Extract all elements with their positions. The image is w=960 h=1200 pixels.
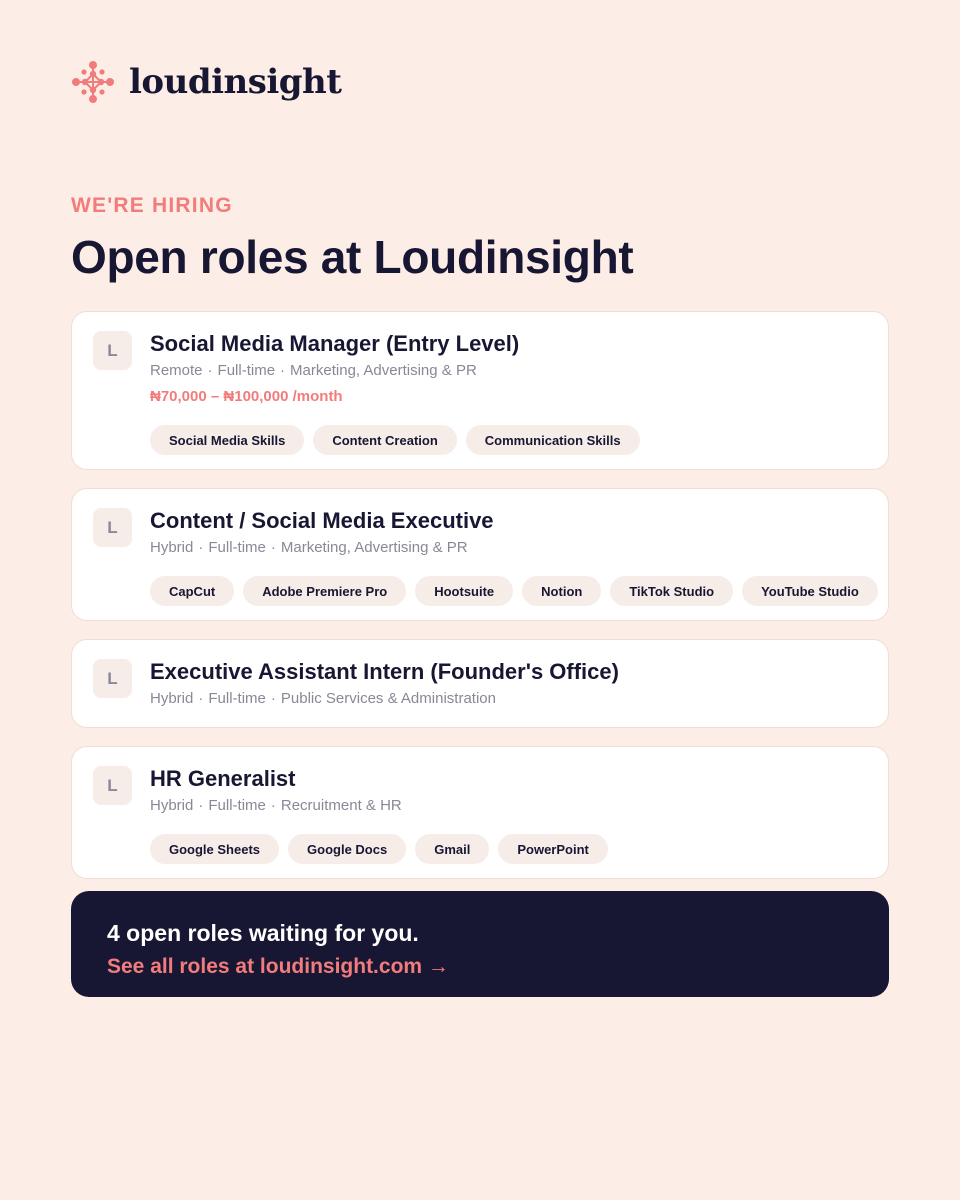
roles-list: [71, 311, 889, 897]
role-card[interactable]: [71, 311, 889, 470]
separator-dot: ·: [270, 797, 276, 814]
avatar: L: [93, 508, 132, 547]
skill-tag: Google Sheets: [150, 834, 279, 864]
avatar: L: [93, 659, 132, 698]
separator-dot: ·: [270, 690, 276, 707]
skill-tag: Google Docs: [288, 834, 406, 864]
role-salary: ₦70,000 – ₦100,000 /month: [150, 388, 343, 405]
role-title[interactable]: HR Generalist: [150, 766, 296, 791]
separator-dot: ·: [198, 539, 204, 556]
role-meta: [150, 361, 866, 381]
role-category: Public Services & Administration: [280, 690, 496, 707]
skill-tag: Content Creation: [313, 425, 456, 455]
skill-tags: [150, 576, 866, 606]
see-all-roles-link[interactable]: See all roles at loudinsight.com →: [107, 955, 449, 978]
avatar: L: [93, 766, 132, 805]
role-category: Recruitment & HR: [280, 797, 402, 814]
role-title[interactable]: Social Media Manager (Entry Level): [150, 331, 520, 356]
role-meta: [150, 689, 866, 709]
skill-tag: YouTube Studio: [742, 576, 878, 606]
separator-dot: ·: [270, 539, 276, 556]
role-type: Full-time: [208, 797, 266, 814]
role-meta: [150, 796, 866, 816]
separator-dot: ·: [198, 797, 204, 814]
role-category: Marketing, Advertising & PR: [280, 539, 468, 556]
skill-tag: PowerPoint: [498, 834, 608, 864]
separator-dot: ·: [207, 362, 213, 379]
role-card[interactable]: [71, 639, 889, 728]
role-card[interactable]: [71, 746, 889, 879]
skill-tags: [150, 834, 866, 864]
role-meta: [150, 538, 866, 558]
avatar: L: [93, 331, 132, 370]
cta-banner: [71, 891, 889, 997]
role-location: Hybrid: [150, 690, 194, 707]
skill-tag: Notion: [522, 576, 601, 606]
skill-tag: Adobe Premiere Pro: [243, 576, 406, 606]
eyebrow-label: WE'RE HIRING: [71, 194, 233, 217]
role-title[interactable]: Executive Assistant Intern (Founder's Office): [150, 659, 619, 684]
network-nodes-icon: [71, 60, 115, 104]
separator-dot: ·: [198, 690, 204, 707]
skill-tag: TikTok Studio: [610, 576, 733, 606]
skill-tag: Hootsuite: [415, 576, 513, 606]
skill-tag: Communication Skills: [466, 425, 640, 455]
separator-dot: ·: [280, 362, 286, 379]
page-title: Open roles at Loudinsight: [71, 231, 634, 283]
brand-wordmark: loudinsight: [129, 62, 342, 102]
skill-tag: Gmail: [415, 834, 489, 864]
role-type: Full-time: [208, 690, 266, 707]
logo[interactable]: [71, 60, 341, 104]
role-location: Hybrid: [150, 797, 194, 814]
role-location: Remote: [150, 362, 203, 379]
cta-headline: 4 open roles waiting for you.: [107, 920, 419, 946]
skill-tags: [150, 425, 866, 455]
role-card[interactable]: [71, 488, 889, 621]
skill-tag: Social Media Skills: [150, 425, 304, 455]
skill-tag: CapCut: [150, 576, 234, 606]
role-title[interactable]: Content / Social Media Executive: [150, 508, 494, 533]
role-type: Full-time: [208, 539, 266, 556]
role-category: Marketing, Advertising & PR: [290, 362, 477, 379]
role-type: Full-time: [217, 362, 276, 379]
role-location: Hybrid: [150, 539, 194, 556]
